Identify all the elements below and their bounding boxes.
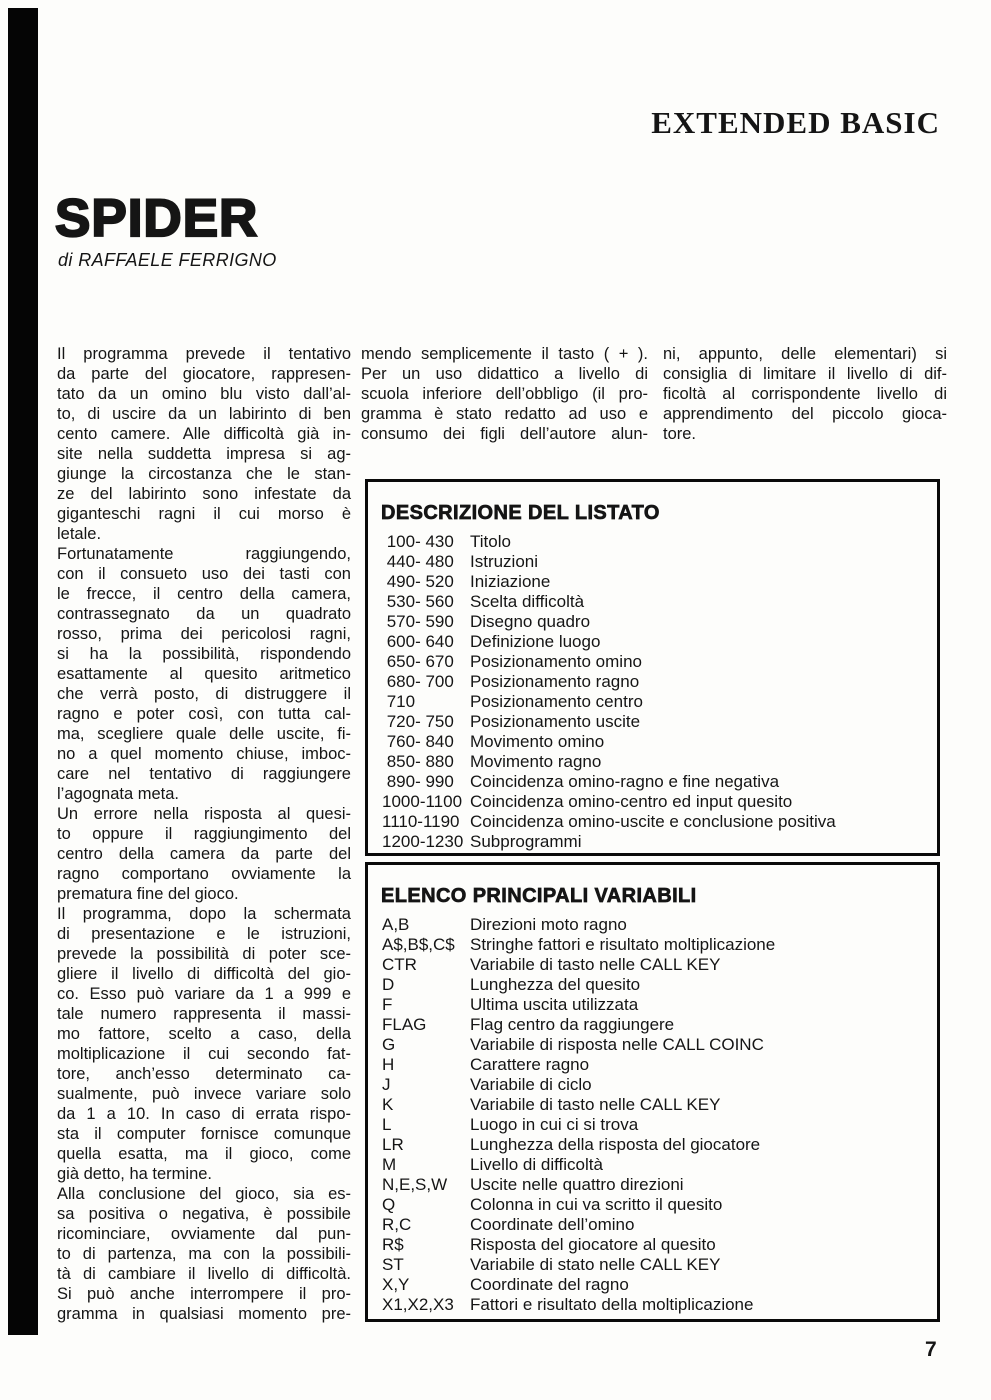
variable-name: R,C: [382, 1215, 412, 1234]
text-line: tato da un omino blu visto dall’al-: [57, 385, 351, 403]
page-number: 7: [925, 1338, 937, 1361]
text-line: esattamente al quesito aritmetico: [57, 665, 351, 683]
line-range: 850- 880: [382, 752, 454, 771]
text-line: quella esatta, ma il gioco, come: [57, 1145, 351, 1163]
variable-description: Coordinate dell’omino: [470, 1215, 635, 1234]
text-line: ragno e poter così, con tutta cal-: [57, 705, 351, 723]
variable-name: D: [382, 975, 395, 994]
variable-name: X1,X2,X3: [382, 1295, 454, 1314]
listing-row: [382, 632, 937, 652]
variable-row: [382, 1015, 937, 1035]
text-line: ricominciare, ovviamente dal pun-: [57, 1225, 351, 1243]
line-description: Coincidenza omino-uscite e conclusione positiva: [470, 812, 836, 831]
line-range: 650- 670: [382, 652, 454, 671]
text-line: tore, anch’esso determinato ca-: [57, 1065, 351, 1083]
section-header: EXTENDED BASIC: [651, 105, 940, 140]
listing-description-box: [365, 479, 940, 856]
text-line: care nel tentativo di raggiungere: [57, 765, 351, 783]
line-range: 600- 640: [382, 632, 454, 651]
line-description: Titolo: [470, 532, 511, 551]
text-line: gramma è stato redatto ad uso e: [361, 405, 648, 423]
text-line: sa positiva o negativa, è possibile: [57, 1205, 351, 1223]
text-line: gliere il livello di difficoltà del gio-: [57, 965, 351, 983]
listing-row: [382, 692, 937, 712]
text-line: site nella suddetta impresa si ag-: [57, 445, 351, 463]
variable-name: R$: [382, 1235, 404, 1254]
text-line: si ha la possibilità, rispondendo: [57, 645, 351, 663]
text-line: Un errore nella risposta al quesi-: [57, 805, 351, 823]
text-line: da parte del giocatore, rappresen-: [57, 365, 351, 383]
listing-row: [382, 612, 937, 632]
text-line: no a quel momento chiuse, imboc-: [57, 745, 351, 763]
text-line: letale.: [57, 525, 102, 543]
variable-row: [382, 1235, 937, 1255]
text-line: Il programma, dopo la schermata: [57, 905, 351, 923]
line-description: Scelta difficoltà: [470, 592, 585, 611]
text-line: rosso, prima dei pericolosi ragni,: [57, 625, 351, 643]
line-description: Subprogrammi: [470, 832, 582, 851]
variable-description: Variabile di tasto nelle CALL KEY: [470, 955, 721, 974]
text-line: consumo dei figli dell’autore alun-: [361, 425, 648, 443]
line-range: 760- 840: [382, 732, 454, 751]
variable-name: ST: [382, 1255, 404, 1274]
text-line: giganteschi ragni il cui morso è: [57, 505, 351, 523]
text-line: to, di uscire da un labirinto di ben: [57, 405, 351, 423]
variable-row: [382, 1155, 937, 1175]
variable-description: Flag centro da raggiungere: [470, 1015, 675, 1034]
line-range: 680- 700: [382, 672, 454, 691]
line-description: Movimento omino: [470, 732, 605, 751]
line-range: 710: [382, 692, 416, 711]
variable-row: [382, 955, 937, 975]
variable-description: Lunghezza della risposta del giocatore: [470, 1135, 761, 1154]
text-column-1: [57, 344, 351, 1324]
text-line: prematura fine del gioco.: [57, 885, 239, 903]
variable-row: [382, 1295, 937, 1315]
variable-row: [382, 1275, 937, 1295]
line-description: Coincidenza omino-ragno e fine negativa: [470, 772, 780, 791]
variable-name: X,Y: [382, 1275, 410, 1294]
text-line: ma, scegliere quale delle uscite, fi-: [57, 725, 351, 743]
variable-row: [382, 1255, 937, 1275]
listing-row: [382, 752, 937, 772]
line-description: Disegno quadro: [470, 612, 591, 631]
text-line: con il consueto uso dei tasti con: [57, 565, 351, 583]
variable-name: A,B: [382, 915, 410, 934]
text-line: moltiplicazione il cui secondo fat-: [57, 1045, 351, 1063]
text-line: l’agognata meta.: [57, 785, 180, 803]
line-range: 570- 590: [382, 612, 454, 631]
text-line: giunge la circostanza che le stan-: [57, 465, 351, 483]
text-line: le frecce, il centro della camera,: [57, 585, 351, 603]
text-column-3: [663, 344, 947, 444]
variable-rows: [382, 915, 937, 1315]
variables-box-title: ELENCO PRINCIPALI VARIABILI: [381, 885, 697, 907]
line-description: Posizionamento omino: [470, 652, 642, 671]
variable-description: Variabile di ciclo: [470, 1075, 592, 1094]
variable-description: Risposta del giocatore al quesito: [470, 1235, 716, 1254]
variable-description: Variabile di tasto nelle CALL KEY: [470, 1095, 721, 1114]
line-range: 1200-1230: [382, 832, 464, 851]
variable-name: J: [382, 1075, 391, 1094]
variable-description: Lunghezza del quesito: [470, 975, 641, 994]
variable-name: M: [382, 1155, 397, 1174]
text-line: contrassegnato da un quadrato: [57, 605, 351, 623]
line-description: Iniziazione: [470, 572, 551, 591]
line-range: 720- 750: [382, 712, 454, 731]
text-line: ficoltà al corrispondente livello di: [663, 385, 947, 403]
variable-row: [382, 915, 937, 935]
variable-row: [382, 1055, 937, 1075]
variable-name: CTR: [382, 955, 417, 974]
text-line: ragno comportano ovviamente la: [57, 865, 351, 883]
variable-name: FLAG: [382, 1015, 427, 1034]
variable-description: Carattere ragno: [470, 1055, 590, 1074]
variable-description: Luogo in cui ci si trova: [470, 1115, 639, 1134]
variables-box: [365, 862, 940, 1322]
listing-row: [382, 772, 937, 792]
variable-row: [382, 1075, 937, 1095]
line-range: 100- 430: [382, 532, 454, 551]
listing-row: [382, 572, 937, 592]
text-line: to di partenza, ma con la possibili-: [57, 1245, 351, 1263]
line-description: Movimento ragno: [470, 752, 602, 771]
text-line: prevede la possibilità di poter sce-: [57, 945, 351, 963]
variable-row: [382, 1035, 937, 1055]
article-byline: di RAFFAELE FERRIGNO: [58, 250, 277, 270]
listing-row: [382, 532, 937, 552]
text-line: cento camere. Alle difficoltà già in-: [57, 425, 351, 443]
line-description: Coincidenza omino-centro ed input quesito: [470, 792, 793, 811]
variable-name: K: [382, 1095, 394, 1114]
variable-description: Variabile di risposta nelle CALL COINC: [470, 1035, 764, 1054]
text-line: già detto, ha termine.: [57, 1165, 213, 1183]
variable-name: L: [382, 1115, 392, 1134]
variable-description: Coordinate del ragno: [470, 1275, 629, 1294]
text-column-2: [361, 344, 648, 444]
listing-row: [382, 832, 937, 852]
text-line: mendo semplicemente il tasto ( + ).: [361, 345, 648, 363]
listing-row: [382, 652, 937, 672]
variable-description: Livello di difficoltà: [470, 1155, 603, 1174]
text-line: sta il computer fornisce comunque: [57, 1125, 351, 1143]
text-line: gramma in qualsiasi momento pre-: [57, 1305, 351, 1323]
line-range: 890- 990: [382, 772, 454, 791]
text-line: sualmente, può invece variare solo: [57, 1085, 351, 1103]
listing-row: [382, 812, 937, 832]
text-line: Alla conclusione del gioco, sia es-: [57, 1185, 351, 1203]
text-line: Si può anche interrompere il pro-: [57, 1285, 351, 1303]
variable-row: [382, 1115, 937, 1135]
variable-row: [382, 1095, 937, 1115]
text-line: centro della camera da parte del: [57, 845, 351, 863]
page-edge-bar: [8, 8, 38, 1335]
listing-row: [382, 552, 937, 572]
text-line: ni, appunto, delle elementari) si: [663, 345, 947, 363]
text-line: consiglia di limitare il livello di dif-: [663, 365, 947, 383]
text-line: apprendimento del piccolo gioca-: [663, 405, 947, 423]
variable-description: Ultima uscita utilizzata: [470, 995, 639, 1014]
text-line: Fortunatamente raggiungendo,: [57, 545, 351, 563]
line-description: Posizionamento ragno: [470, 672, 640, 691]
line-range: 530- 560: [382, 592, 454, 611]
variable-row: [382, 975, 937, 995]
line-range: 440- 480: [382, 552, 454, 571]
variable-row: [382, 995, 937, 1015]
text-line: mo fattore, scelto a caso, della: [57, 1025, 351, 1043]
text-line: di presentazione e le istruzioni,: [57, 925, 351, 943]
text-line: Il programma prevede il tentativo: [57, 345, 351, 363]
text-line: tà di cambiare il livello di difficoltà.: [57, 1265, 351, 1283]
variable-description: Colonna in cui va scritto il quesito: [470, 1195, 723, 1214]
variable-name: A$,B$,C$: [382, 935, 455, 954]
variable-row: [382, 1135, 937, 1155]
text-line: che verrà posto, di distruggere il: [57, 685, 351, 703]
listing-row: [382, 672, 937, 692]
listing-row: [382, 732, 937, 752]
variable-description: Variabile di stato nelle CALL KEY: [470, 1255, 721, 1274]
listing-row: [382, 792, 937, 812]
variable-name: H: [382, 1055, 395, 1074]
line-range: 1110-1190: [382, 812, 460, 831]
line-description: Definizione luogo: [470, 632, 601, 651]
variable-name: G: [382, 1035, 396, 1054]
listing-rows: [382, 532, 937, 852]
variable-row: [382, 1215, 937, 1235]
variable-row: [382, 1195, 937, 1215]
listing-row: [382, 712, 937, 732]
variable-name: Q: [382, 1195, 396, 1214]
line-range: 1000-1100: [382, 792, 463, 811]
text-line: ze del labirinto sono infestate da: [57, 485, 351, 503]
text-line: scuola inferiore dell’obbligo (il pro-: [361, 385, 648, 403]
text-line: tore.: [663, 425, 697, 443]
text-line: da 1 a 10. In caso di errata rispo-: [57, 1105, 351, 1123]
line-description: Istruzioni: [470, 552, 539, 571]
variable-row: [382, 935, 937, 955]
text-line: tale numero rappresenta il massi-: [57, 1005, 351, 1023]
line-range: 490- 520: [382, 572, 454, 591]
line-description: Posizionamento centro: [470, 692, 643, 711]
article-title: SPIDER: [55, 189, 259, 248]
text-line: to oppure il raggiungimento del: [57, 825, 351, 843]
variable-description: Direzioni moto ragno: [470, 915, 627, 934]
line-description: Posizionamento uscite: [470, 712, 641, 731]
listing-box-title: DESCRIZIONE DEL LISTATO: [381, 502, 660, 524]
variable-description: Stringhe fattori e risultato moltiplicazione: [470, 935, 776, 954]
variable-name: F: [382, 995, 393, 1014]
text-line: co. Esso può variare da 1 a 999 e: [57, 985, 351, 1003]
variable-row: [382, 1175, 937, 1195]
variable-description: Uscite nelle quattro direzioni: [470, 1175, 684, 1194]
variable-description: Fattori e risultato della moltiplicazione: [470, 1295, 754, 1314]
variable-name: LR: [382, 1135, 404, 1154]
variable-name: N,E,S,W: [382, 1175, 448, 1194]
text-line: Per un uso didattico a livello di: [361, 365, 648, 383]
listing-row: [382, 592, 937, 612]
